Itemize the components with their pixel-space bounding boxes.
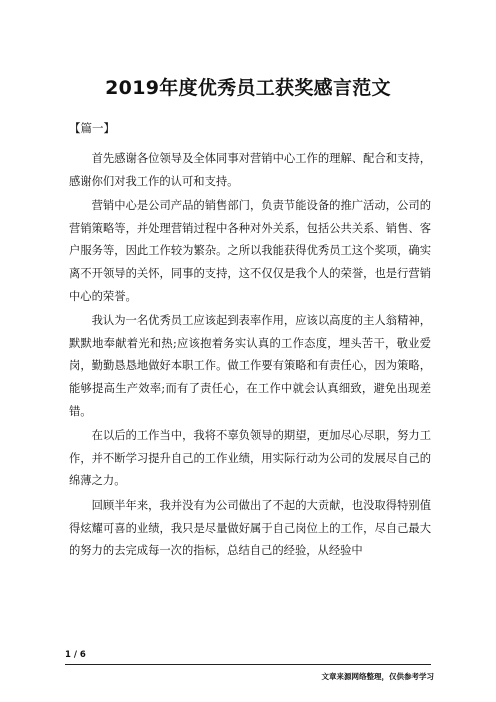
paragraph: 营销中心是公司产品的销售部门，负责节能设备的推广活动，公司的营销策略等，并处理营销过程中各种对外关系，包括公共关系、销售、客户服务等，因此工作较为繁杂。之所以我能获得优秀员工这个奖项，确实离不开领导的关怀，同事的支持，这不仅仅是我个人的荣誉，也是行营销中心的荣誉。 <box>69 199 431 303</box>
paragraph: 首先感谢各位领导及全体同事对营销中心工作的理解、配合和支持，感谢你们对我工作的认可和支持。 <box>69 152 431 188</box>
footer-divider <box>65 664 431 665</box>
document-body <box>69 148 431 565</box>
paragraph: 回顾半年来，我并没有为公司做出了不起的大贡献，也没取得特别值得炫耀可喜的业绩，我只是尽量做好属于自己岗位上的工作，尽自己最大的努力的去完成每一次的指标，总结自己的经验，从经验中 <box>69 498 431 558</box>
document-title: 2019年度优秀员工获奖感言范文 <box>105 77 391 99</box>
paragraph: 我认为一名优秀员工应该起到表率作用，应该以高度的主人翁精神，默默地奉献着光和热;应该抱着务实认真的工作态度，埋头苦干，敬业爱岗，勤勤恳恳地做好本职工作。做工作要有策略和有责任心，因为策略，能够提高生产效率;而有了责任心，在工作中就会认真细致，避免出现差错。 <box>69 314 431 418</box>
paragraph: 在以后的工作当中，我将不辜负领导的期望，更加尽心尽职，努力工作，并不断学习提升自己的工作业绩，用实际行动为公司的发展尽自己的绵薄之力。 <box>69 429 431 488</box>
footer-note: 文章来源网络整理，仅供参考学习 <box>321 672 434 681</box>
page-number: 1 / 6 <box>65 650 86 660</box>
section-label: 【篇一】 <box>69 121 115 135</box>
